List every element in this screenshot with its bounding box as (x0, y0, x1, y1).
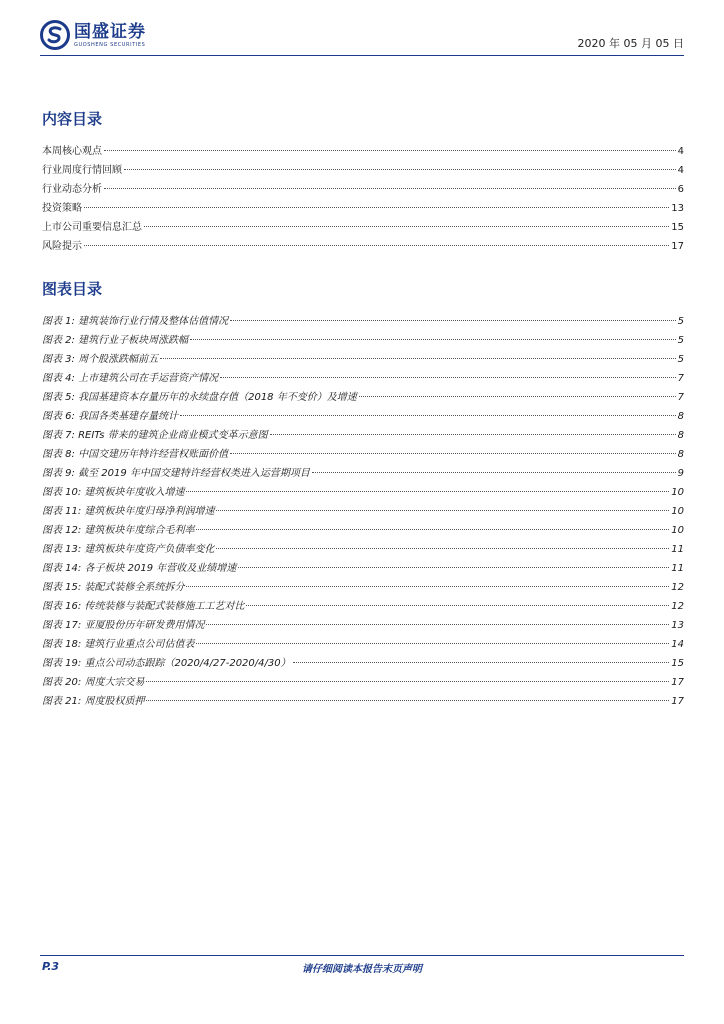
figure-entry-page-number: 7 (677, 392, 684, 403)
dot-leader (220, 363, 676, 378)
figure-entry-label: 图表 16: 传统装修与装配式装修施工工艺对比 (42, 601, 245, 612)
contents-entry-label: 上市公司重要信息汇总 (42, 222, 142, 233)
footer-divider (40, 955, 684, 956)
figure-entry-page-number: 5 (677, 335, 684, 346)
figure-entry-label: 图表 19: 重点公司动态跟踪（2020/4/27-2020/4/30） (42, 658, 291, 669)
figure-entry-label: 图表 17: 亚厦股份历年研发费用情况 (42, 620, 205, 631)
dot-leader (270, 420, 676, 435)
figure-entry-label: 图表 6: 我国各类基建存量统计 (42, 411, 179, 422)
figures-list (42, 309, 684, 708)
figure-entry-page-number: 5 (677, 354, 684, 365)
dot-leader (196, 515, 669, 530)
dot-leader (230, 306, 676, 321)
contents-title: 内容目录 (42, 110, 103, 128)
dot-leader (144, 212, 669, 227)
figure-entry-page-number: 11 (671, 563, 684, 574)
disclaimer-note: 请仔细阅读本报告末页声明 (302, 964, 422, 975)
contents-entry-page-number: 17 (671, 241, 684, 252)
figure-entry-label: 图表 5: 我国基建资本存量历年的永续盘存值（2018 年不变价）及增速 (42, 392, 357, 403)
contents-entry-label: 投资策略 (42, 203, 82, 214)
figure-entry-page-number: 9 (677, 468, 684, 479)
figure-entry-page-number: 17 (671, 696, 684, 707)
page-number: P.3 (42, 960, 60, 973)
dot-leader (124, 155, 676, 170)
figure-entry-label: 图表 9: 截至 2019 年中国交建特许经营权类进入运营期项目 (42, 468, 310, 479)
dot-leader (196, 629, 669, 644)
dot-leader (206, 610, 669, 625)
contents-entry-label: 风险提示 (42, 241, 82, 252)
figure-entry-page-number: 10 (671, 525, 684, 536)
dot-leader (84, 231, 669, 246)
dot-leader (84, 193, 669, 208)
header-divider (40, 55, 684, 56)
contents-entry-page-number: 13 (671, 203, 684, 214)
figure-entry-label: 图表 10: 建筑板块年度收入增速 (42, 487, 185, 498)
logo-chinese-name: 国盛证券 (74, 22, 146, 42)
figures-title: 图表目录 (42, 280, 103, 298)
figure-entry-label: 图表 12: 建筑板块年度综合毛利率 (42, 525, 195, 536)
contents-entry-label: 本周核心观点 (42, 146, 102, 157)
page-header (40, 18, 684, 56)
figure-entry-page-number: 8 (677, 430, 684, 441)
figure-entry-label: 图表 15: 装配式装修全系统拆分 (42, 582, 185, 593)
dot-leader (160, 344, 676, 359)
figure-entry-page-number: 15 (671, 658, 684, 669)
dot-leader (312, 458, 676, 473)
company-logo (40, 20, 146, 50)
figure-entry-label: 图表 3: 周个股涨跌幅前五 (42, 354, 159, 365)
contents-entry-page-number: 4 (677, 165, 684, 176)
dot-leader (230, 439, 676, 454)
figure-entry-page-number: 14 (671, 639, 684, 650)
dot-leader (186, 572, 669, 587)
figure-entry-page-number: 7 (677, 373, 684, 384)
logo-english-name: GUOSHENG SECURITIES (74, 42, 146, 48)
contents-entry[interactable] (42, 234, 684, 253)
contents-entry-page-number: 6 (677, 184, 684, 195)
figure-entry-page-number: 11 (671, 544, 684, 555)
figure-entry-label: 图表 7: REITs 带来的建筑企业商业模式变革示意图 (42, 430, 268, 441)
figure-entry-label: 图表 4: 上市建筑公司在手运营资产情况 (42, 373, 219, 384)
contents-entry-page-number: 15 (671, 222, 684, 233)
figure-entry-page-number: 8 (677, 411, 684, 422)
figure-entry-label: 图表 13: 建筑板块年度资产负债率变化 (42, 544, 215, 555)
report-date: 2020 年 05 月 05 日 (577, 37, 684, 50)
figure-entry-page-number: 5 (677, 316, 684, 327)
dot-leader (293, 648, 670, 663)
contents-list (42, 139, 684, 253)
contents-entry-label: 行业动态分析 (42, 184, 102, 195)
dot-leader (238, 553, 669, 568)
figure-entry-label: 图表 2: 建筑行业子板块周涨跌幅 (42, 335, 189, 346)
dot-leader (246, 591, 669, 606)
figure-entry-page-number: 8 (677, 449, 684, 460)
contents-entry-label: 行业周度行情回顾 (42, 165, 122, 176)
dot-leader (216, 534, 669, 549)
figure-entry-label: 图表 21: 周度股权质押 (42, 696, 145, 707)
guosheng-logo-icon (40, 20, 70, 50)
figure-entry-label: 图表 11: 建筑板块年度归母净利润增速 (42, 506, 215, 517)
contents-entry-page-number: 4 (677, 146, 684, 157)
figure-entry-page-number: 12 (671, 582, 684, 593)
figure-entry-page-number: 13 (671, 620, 684, 631)
dot-leader (216, 496, 669, 511)
figure-entry-page-number: 10 (671, 487, 684, 498)
figure-entry-page-number: 10 (671, 506, 684, 517)
dot-leader (146, 686, 669, 701)
dot-leader (146, 667, 669, 682)
dot-leader (190, 325, 676, 340)
dot-leader (104, 136, 676, 151)
figure-entry-page-number: 12 (671, 601, 684, 612)
dot-leader (104, 174, 676, 189)
figure-entry-label: 图表 1: 建筑装饰行业行情及整体估值情况 (42, 316, 229, 327)
dot-leader (359, 382, 676, 397)
dot-leader (180, 401, 676, 416)
figure-entry-label: 图表 14: 各子板块 2019 年营收及业绩增速 (42, 563, 237, 574)
dot-leader (186, 477, 669, 492)
figure-entry-label: 图表 20: 周度大宗交易 (42, 677, 145, 688)
figure-entry[interactable] (42, 689, 684, 708)
figure-entry-label: 图表 18: 建筑行业重点公司估值表 (42, 639, 195, 650)
figure-entry-label: 图表 8: 中国交建历年特许经营权账面价值 (42, 449, 229, 460)
figure-entry-page-number: 17 (671, 677, 684, 688)
